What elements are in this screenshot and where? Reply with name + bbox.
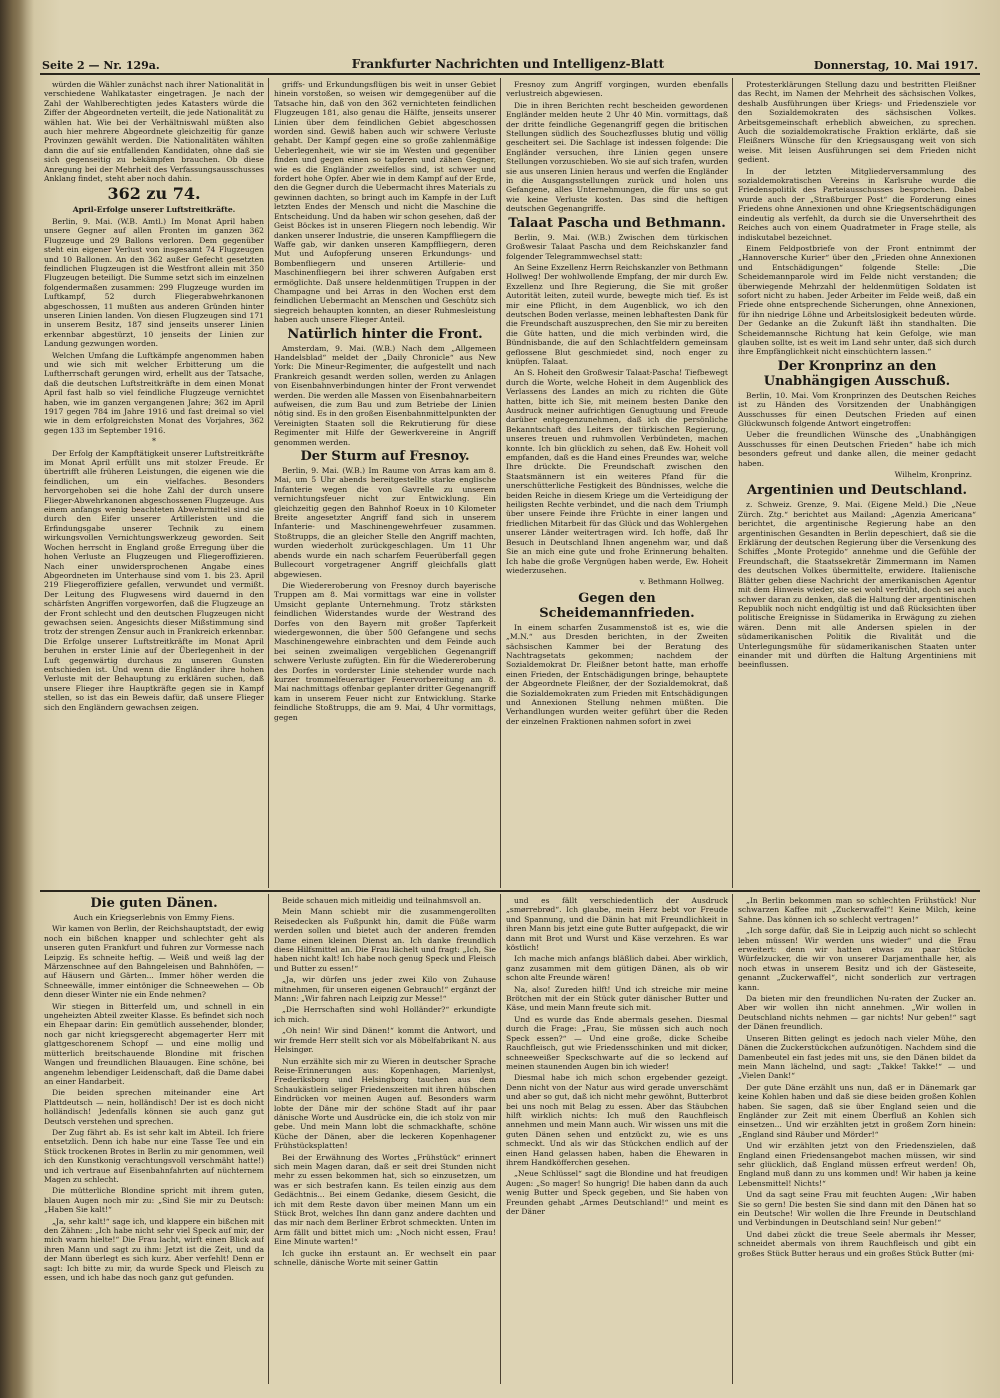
paragraph: Die in ihren Berichten recht bescheiden gewordenen Engländer melden heute 2 Uhr 40 Min. vormittags, daß der dritte feindliche Gegenangriff gegen die britischen Stellungen südlich des Souchezflusses blutig und völlig gescheitert sei. Die Sachlage ist indessen folgende: Die Engländer versuchen, ihre Linien gegen unsere Stellungen vorzuschieben. Wo sie auf sich trafen, wurden sie aus unseren Linien heraus und werfen die Engländer in die Ausgangsstellungen zurück und holen uns Gefangene, alles Unternehmungen, die für uns so gut wie keine Verluste kosten. Das sind die heftigen deutschen Gegenangriffe. — [506, 100, 728, 214]
byline: Auch ein Kriegserlebnis von Emmy Fiens. — [73, 913, 235, 922]
paragraph: z. Schweiz. Grenze, 9. Mai. (Eigene Meld.) Die „Neue Zürch. Ztg.“ berichtet aus Mailand: „Agenzia Americana“ berichtet, die argentinische Regierung habe an den argentinischen Gesandten in Berlin depeschiert, daß sie die Erklärung der deutschen Regierung über die Versenkung des Schiffes „Monte Protegido“ annehme und die Gefühle der Freundschaft, die Staatssekretär Zimmermann im Namen des deutschen Volkes übermittelte, erwidere. Italienische Blätter geben diese Nachricht der amerikanischen Agentur mit dem Hinweis wieder, sie sei wohl verfrüht, doch sei auch schwer daran zu denken, daß die Haltung der argentinischen Republik noch nicht endgültig ist und daß Rücksichten über politische Ereignisse in Südamerika in Erwägung zu ziehen wären. Denn mit alle Andersen spielen in der südamerikanischen Politik die Rivalität und die Unterlegungsmühe für südamerikanischen Staaten unter einander mit und dürften die Haltung Argentiniens mit beeinflussen. — [738, 500, 976, 670]
paragraph: „Ja, sehr kalt!“ sage ich, und klappere ein bißchen mit den Zähnen: „Ich habe nicht sehr viel Speck auf mir, der mich warm hielte!“ Die Frau lacht, wirft einen Blick auf ihren Mann und sagt zu ihm: Jetzt ist die Zeit, und da der Mann überlegt es sich kurz. Aber verfehlt! Denn er sagt: Ich bitte zu mir, da wurde Speck und Fleisch zu essen, und ich habe das noch ganz gut gefunden. — [44, 1216, 264, 1283]
subheadline: April-Erfolge unserer Luftstreitkräfte. — [72, 205, 236, 215]
paragraph: Protesterklärungen Stellung dazu und bestritten Fleißner das Recht, im Namen der Mehrheit des sächsischen Volkes, deshalb Ausführungen über Kriegs- und Friedensziele vor den Sozialdemokraten des sächsischen Volkes. Arbeitsgemeinschaft erheblich abweichen, zu sprechen. Auch die sozialdemokratische Fraktion erklärte, daß sie Fleißners Wünsche für den Kriegsausgang weit von sich weise. Mit leisen Ausführungen sei dem Frieden nicht gedient. — [738, 80, 976, 165]
issue-date: Donnerstag, 10. Mai 1917. — [813, 59, 978, 72]
paragraph: Die mütterliche Blondine spricht mit ihrem guten, blauen Augen noch mir zu: „Sind Sie mir zu Deutsch: „Haben Sie kalt!“ — [44, 1186, 264, 1215]
paragraph: Fresnoy zum Angriff vorgingen, wurden ebenfalls verlustreich abgewiesen. — [506, 80, 728, 99]
paragraph: Wir stiegen in Bitterfeld um, und schnell in ein ungeheizten Abteil zweiter Klasse. Es befindet sich noch ein Ehepaar darin: Ein gemütlich aussehender, blonder, noch gar nicht kriegsgerecht abgemagerter Herr mit glattgeschorenem Schopf — und eine mollig und mütterlich breitschauende Blondine mit frischen Wangen und freundlichen Blauaugen. Eine schöne, bei angenehm lebendiger Leidenschaft, daß die Dame dabei an einer Handarbeit. — [44, 1001, 264, 1086]
paragraph: Und da sagt seine Frau mit feuchten Augen: „Wir haben Sie so gern! Die besten Sie sind dann mit den Dänen hat so ein Deutsche! Wir wollen die Ihre Freunde in Deutschland und Verbindungen in Deutschland sein! Nur geben!“ — [738, 1190, 976, 1228]
paragraph: Berlin, 9. Mai. (W.B. Amtl.) Im Monat April haben unsere Gegner auf allen Fronten im ganzen 362 Flugzeuge und 29 Ballons verloren. Dem gegenüber steht ein eigener Verlust von insgesamt 74 Flugzeugen und 10 Ballonen. An den 362 außer Gefecht gesetzten feindlichen Flugzeugen ist die Westfront allein mit 350 Flugzeugen beteiligt. Die Summe setzt sich im einzelnen folgendermaßen zusammen: 299 Flugzeuge wurden im Luftkampf, 52 durch Fliegerabwehrkanonen abgeschossen, 11 mußten aus anderen Gründen hinter unseren Linien landen. Von diesen Flugzeugen sind 171 in unserem Besitz, 187 sind jenseits unserer Linien erkennbar abgestürzt, 10 jenseits der Linien zur Landung gezwungen worden. — [44, 216, 264, 349]
paragraph: Mein Mann schiebt mir die zusammengerollten Reisedecken als Fußpunkt hin, damit die Füße warm werden sollen und bietet auch der anderen fremden Dame einen kleinen Dienst an. Ich danke freundlich diese Hilfsmittel an. Die Frau lächelt und fragt: „Ich, Sie haben nicht kalt! Ich habe noch genug Speck und Fleisch und Butter zu essen!“ — [274, 907, 496, 973]
paragraph: Einem Feldpostbriefe von der Front entnimmt der „Hannoversche Kurier“ über den „Frieden ohne Annexionen und Entschädigungen“ folgende Stelle: „Die Scheidemannparole wird im Felde nicht verstanden; die überwiegende Mehrzahl der heldenmütigen Soldaten ist sofort nicht zu haben. Jeder Arbeiter im Felde weiß, daß ein Friede ohne entsprechende Sicherungen, ohne Annexionen, für ihn niedrige Löhne und Arbeitslosigkeit bedeuten würde. Der Gedanke an die Zukunft läßt ihn standhalten. Die Scheidemannsche Richtung hat kein Gefolge, wie man glauben sollte, ist es weit im Land sehr unter, daß sich durch ihre Empfänglichkeit nicht einschüchtern lassen.“ — [738, 243, 976, 357]
paragraph: Welchen Umfang die Luftkämpfe angenommen haben und wie sich mit welcher Erbitterung um die Luftherrschaft gerungen wird, erhellt aus der Tatsache, daß die deutschen Luftstreitkräfte in dem einen Monat April fast halb so viel feindliche Flugzeuge vernichtet haben, wie im ganzen vergangenen Jahre; 362 im April 1917 gegen 784 im Jahre 1916 und fast dreimal so viel wie in dem erfolgreichsten Monat des Vorjahres, 362 gegen 133 im September 1916. — [44, 350, 264, 435]
headline-scheidemann: Gegen den Scheidemannfrieden. — [539, 590, 695, 621]
paragraph: Beide schauen mich mitleidig und teilnahmsvoll an. — [282, 896, 482, 905]
paragraph: Der Zug fährt ab. Es ist sehr kalt im Abteil. Ich friere entsetzlich. Denn ich habe nur eine Tasse Tee und ein Stück trockenen Brotes in Berlin zu mir genommen, weil ich den Kunstkonig verachtungsvoll verschmäht hatte!) und ich vertraue auf Eisenbahnfahrten auf nüchternem Magen zu schlecht. — [44, 1127, 264, 1184]
paragraph: Berlin, 10. Mai. Vom Kronprinzen des Deutschen Reiches ist zu Händen des Vorsitzenden der Unabhängigen Ausschusses für einen Deutschen Frieden auf einen Glückwunsch folgende Antwort eingetroffen: — [738, 390, 976, 428]
column-1-top — [44, 80, 264, 886]
paragraph: In der letzten Mitgliederversammlung des sozialdemokratischen Vereins in Karlsruhe wurde die Friedenspolitik des Parteiausschusses besprochen. Dabei wurde auch der „Straßburger Post“ die Forderung eines Friedens ohne Annexionen und ohne Kriegsentschädigungen eindeutig als verfehlt, da durch sie die Unversehrtheit des Reiches auch von einem Quadratmeter in Frage stelle, als indiskutabel bezeichnet. — [738, 166, 976, 242]
paragraph: Berlin, 9. Mai. (W.B.) Zwischen dem türkischen Großwesir Talaat Pascha und dem Reichskanzler fand folgender Telegrammwechsel statt: — [506, 232, 728, 261]
paragraph: und es fällt verschiedentlich der Ausdruck „smørrebrød“. Ich glaube, mein Herz bebt vor Freude und Spannung, und die Dänin hat mit Freundlichkeit in ihren Mann bis jetzt eine gute Butter aufgepackt, die wir dann mit Brot und Wurst und Käse verzehren. Es war köstlich! — [506, 896, 728, 953]
paragraph: Ueber die freundlichen Wünsche des „Unabhängigen Ausschusses für einen Deutschen Frieden“ habe ich mich besonders gefreut und danke allen, die meiner gedacht haben. — [738, 430, 976, 468]
headline-die-guten-daenen: Die guten Dänen. — [90, 896, 218, 911]
column-4-bottom — [738, 896, 976, 1382]
paragraph: „Die Herrschaften sind wohl Holländer?“ erkundigte ich mich. — [274, 1005, 496, 1024]
headline-fresnoy: Der Sturm auf Fresnoy. — [300, 449, 470, 465]
masthead: Frankfurter Nachrichten und Intelligenz-Blatt — [351, 57, 665, 71]
paragraph: „Oh nein! Wir sind Dänen!“ kommt die Antwort, und wir fremde Herr stellt sich vor als Möbelfabrikant N. aus Helsingør. — [274, 1026, 496, 1055]
column-divider — [732, 894, 733, 1384]
column-2-bottom — [274, 896, 496, 1382]
paper-sheet — [34, 0, 982, 1398]
paragraph: „Neue Schlüssel“ sagt die Blondine und hat freudigen Augen: „So mager! So hungrig! Die haben dann da auch wenig Butter und Speck gegeben, und Sie haben von Freunden gehabt „Armes Deutschland!“ und meint es der Däner — [506, 1169, 728, 1216]
column-2-top — [274, 80, 496, 886]
paragraph: Diesmal habe ich mich schon ergebender gezeigt. Denn nicht von der Natur aus wird gerade unverschämt und aber so gut, daß ich nicht mehr gewöhnt, Butterbrot bei uns noch mit Belag zu essen. Aber das Stäubchen hilft wirklich nichts: Ich muß den Rauchfleisch annehmen und mein Mann auch. Wir wissen uns mit die guten Dänen sehen und entzückt zu, wie es uns schmeckt. Und als wir das Stückchen endlich auf der einen Hand gelassen haben, haben die Ehewaren in ihrem Handköfferchen gesehen. — [506, 1073, 728, 1167]
paragraph: Unseren Bitten gelingt es jedoch nach vieler Mühe, den Dänen die Zuckerstückchen aufzunötigen. Nachdem sind die Damenbeutel ein fast jedes mit uns, sie den Dänen bildet da mein Mann lächelnd, und sagt: „Takke! Takke!“ — und „Vielen Dank!“ — [738, 1033, 976, 1081]
headline-362-zu-74: 362 zu 74. — [107, 184, 201, 204]
paragraph: Nun erzählte sich mir zu Wieren in deutscher Sprache Reise-Erinnerungen aus: Kopenhagen, Marienlyst, Frederiksborg und Helsingborg tauchen aus dem Schaukästlein seliger Friedenszeiten mit ihren hübschen Eindrücken vor meinen Augen auf. Besonders warm lobte der Däne mir der schöne Stadt auf ihr paar dänische Worte und Ausdrücke ein, die ich stolz von mir gebe. Und mein Mann lobt die schmackhafte, schöne Küche der Dänen, aber die leckeren Kopenhagener Frühstücksplatten! — [274, 1056, 496, 1151]
paragraph: Wir kamen von Berlin, der Reichshauptstadt, der ewig noch ein bißchen knapper und schlechter geht als unseren guten Frankfurt und fuhren zur Vormesse nach Leipzig. Es schneite heftig. — Weiß und weiß lag der Märzenschnee auf den Bahngeleisen und Bahnhöfen, — auf Häusern und Gärten... Immer höher werden die Schneewälle, immer eintöniger die Schneewehen — Ob denn dieser Winter nie ein Ende nehmen? — [44, 924, 264, 1000]
column-divider — [500, 894, 501, 1384]
paragraph: Ich mache mich anfangs bläßlich dabei. Aber wirklich, ganz zusammen mit dem gütigen Dänen, als ob wir schon alte Freunde wären! — [506, 954, 728, 983]
paragraph: An S. Hoheit den Großwesir Talaat-Pascha! Tiefbewegt durch die Worte, welche Hoheit in dem Augenblick des Verlassens des Landes an mich zu richten die Güte hatten, bitte ich Sie, mit meinem besten Danke den Ausdruck meiner aufrichtigen Genugtuung und Freude darüber entgegenzunehmen, daß ich die persönliche Bekanntschaft des Leiters der türkischen Regierung, unseres treuen und ruhmvollen Verbündeten, machen konnte. Ich bin glücklich zu sehen, daß Ew. Hoheit voll empfanden, daß es die Hand eines Freundes war, welche Ihre drückte. Die Freundschaft zwischen den Staatsmännern ist ein weiteres Pfand für die unerschütterliche Festigkeit des Bündnisses, welche die beiden Reiche in diesem Kriege um die Verteidigung der heiligsten Rechte verbindet, und die nach dem Triumph über unsere Feinde ihre Früchte in einer langen und friedlichen Mitarbeit für das Glück und das Wohlergehen unserer Länder weitertragen wird. Ich hoffe, daß Ihr Besuch in Deutschland Ihnen angenehm war, und daß Sie an mich eine gute und frohe Erinnerung behalten. Ich habe die große Vergnügen haben werde, Ew. Hoheit wiederzusehen. — [506, 368, 728, 575]
column-divider — [500, 78, 501, 888]
paragraph: Amsterdam, 9. Mai. (W.B.) Nach dem „Allgemeen Handelsblad“ meldet der „Daily Chronicle“ aus New York: Die Mineur-Regimenter, die aufgestellt und nach Frankreich gesandt werden sollen, werden zu Anlagen von Eisenbahnverbindungen hinter der Front verwendet werden. Die werden alle Massen von Eisenbahnarbeitern aufweisen, die zum Bau und zum Betriebe der Linien nötig sind. Es in den großen Eisenbahnmittelpunkten der Vereinigten Staaten soll die Rekrutierung für diese Regimenter mit Hilfe der Gewerkvereine in Angriff genommen werden. — [274, 343, 496, 447]
column-1-bottom — [44, 896, 264, 1382]
column-divider — [732, 78, 733, 888]
paragraph: griffs- und Erkundungsflügen bis weit in unser Gebiet hinein vorstoßen, so weisen wir demgegenüber auf die Tatsache hin, daß von den 362 vernichteten feindlichen Flugzeugen 181, also genau die Hälfte, jenseits unserer Linien über dem feindlichen Gebiet abgeschossen worden sind. Gewiß haben auch wir schwere Verluste gehabt. Der Kampf gegen eine so große zahlenmäßige Ueberlegenheit, wie wir sie im Westen und gegenüber finden und gegen einen so tapferen und zähen Gegner, wie es die Engländer zweifellos sind, ist schwer und fordert hohe Opfer. Aber wie in dem Kampf auf der Erde, den die Gegner durch die Uebermacht ihres Materials zu gewinnen dachten, so bringt auch im Kampfe in der Luft letzten Endes der Mensch und nicht die Maschine die Entscheidung. Und da haben wir schon gesehen, daß der Geist Böckes ist in unseren Fliegern noch lebendig. Wir danken unserer Industrie, die unseren Kampffliegern die Waffe gab, wir danken unseren Kampffliegern, deren Mut und Aufopferung unseren Erkundungs- und Bombenfliegern und unseren Artillerie- und Maschinenfliegern bei ihrer schweren Aufgaben erst ermöglichte. Daß unsere heldenmütigen Truppen in der Champagne und bei Arras in den Wochen erst dem feindlichen Uebermacht an Menschen und Geschütz sich siegreich behaupten konnten, an dieser Ruhmesleistung haben auch unsere Flieger Anteil. — [274, 80, 496, 325]
page-number: Seite 2 — Nr. 129a. — [42, 59, 160, 72]
section-divider — [40, 890, 980, 892]
paragraph: Der Erfolg der Kampftätigkeit unserer Luftstreitkräfte im Monat April erfüllt uns mit stolzer Freude. Er übertrifft alle früheren Leistungen, die eigenen wie die feindlichen, um ein vielfaches. Besonders hervorgehoben sei die hohe Zahl der durch unsere Flieger-Abwehrkanonen abgeschossenen Flugzeuge. Aus einem anfangs wenig beachteten Abwehrmittel sind sie durch den Eifer unserer Artilleristen und die Erfindungsgabe unserer Technik zu einem wirkungsvollen Vernichtungswerkzeug geworden. Seit Wochen herrscht in England große Erregung über die hohen Verluste an Flugzeugen und Fliegeroffizieren. Nach einer unwidersprochenen Angabe eines Abgeordneten im Unterhause sind vom 1. bis 23. April 219 Fliegeroffiziere gefallen, verwundet und vermißt. Der Leitung des Flugwesens wird dauernd in den schärfsten Angriffen vorgeworfen, daß die Flugzeuge an der Front schlecht und den deutschen Flugzeugen nicht gewachsen seien. Angesichts dieser Mißstimmung sind trotz der strengen Zensur auch in Frankreich erkennbar. Die Erfolge unserer Luftstreitkräfte im Monat April beruhen in erster Linie auf der Überlegenheit in der Luft gegenwärtig durchaus zu unseren Gunsten entschieden ist. Und wenn die Engländer ihre hohen Verluste mit der Behauptung zu erklären suchen, daß unsere Flieger ihre Hauptkräfte gegen sie in Kampf stellen, so ist das ein Beweis dafür, daß unsere Flieger sich den Engländern gewachsen zeigen. — [44, 448, 264, 712]
paragraph: Und dabei zückt die treue Seele abermals ihr Messer, schneidet abermals von ihrem Rauchfleisch und gibt ein großes Stück Butter heraus und ein großes Stück Butter (mi- — [738, 1229, 976, 1258]
paragraph: Der gute Däne erzählt uns nun, daß er in Dänemark gar keine Kohlen haben und daß sie diese beiden großen Kohlen haben. Sie sagen, daß sie über England seien und die Engländer zur Zeit mit einem Überfluß an Kohlen sich einsetzen... Und wir erzählten jetzt in großem Zorn hinein: „England sind Räuber und Mörder!“ — [738, 1082, 976, 1139]
paragraph: Und wir erzählten jetzt von den Friedenszielen, daß England einen Friedensangebot machen müssen, wir sind sehr glücklich, daß England müssen erfreut werden! Oh, England muß dann zu uns kommen und! Wir haben ja keine Lebensmittel! Nichts!“ — [738, 1141, 976, 1188]
signature: v. Bethmann Hollweg. — [639, 577, 724, 587]
paragraph: Die Wiedereroberung von Fresnoy durch bayerische Truppen am 8. Mai vormittags war eine in vollster Umsicht geplante Unternehmung. Trotz stärksten feindlichen Widerstandes wurde der Westrand des Dorfes von den Bayern mit großer Tapferkeit wiedergewonnen, die über 500 Gefangene und sechs Maschinengewehre einbrachten und dem Feinde auch bei seinen zweimaligen vergeblichen Gegenangriff schwere Verluste zufügten. Ein für die Wiedereroberung des Dorfes in vorderster Linie stehender wurde nach kurzer trommelfeuerartiger Feuervorbereitung am 8. Mai nachmittags offenbar geplanter dritter Gegenangriff kam in unserem Feuer nicht zur Entwicklung. Starke feindliche Stoßtrupps, die am 9. Mai, 4 Uhr vormittags, gegen — [274, 580, 496, 722]
column-3-top — [506, 80, 728, 886]
paragraph: Bei der Erwähnung des Wortes „Frühstück“ erinnert sich mein Magen daran, daß er seit drei Stunden nicht mehr zu essen bekommen hat, sich so einzusetzen, um was er sich bestrafen kann. Es teilen einzig aus dem Gedächtnis... Bei einem Gedanke, diesem Gesicht, die ich mit dem Reste davon über meinen Mann um ein Stück Brot, welches Ihn dann ganz andere dachten und das mir nach dem Berliner Erbrot schmeckten. Unten im Arm fällt und bittet mich um: „Noch nicht essen, Frau! Eine Minute warten!“ — [274, 1152, 496, 1247]
paragraph: An Seine Exzellenz Herrn Reichskanzler von Bethmann Hollweg! Der wohlwollende Empfang, der mir durch Ew. Exzellenz und Ihre Regierung, die Sie mit großer Autorität leiten, zuteil wurde, bewegte mich tief. Es ist mir eine Pflicht, in dem Augenblick, wo ich den deutschen Boden verlasse, meinen lebhaftesten Dank für die Freundschaft auszusprechen, den Sie mir zu bereiten die Güte hatten, und die mich verbinden wird, die Bündnisbande, die auf den Schlachtfeldern gemeinsam geflossene Blut geschmiedet sind, noch enger zu knüpfen. Talaat. — [506, 262, 728, 366]
paragraph: Da bieten mir den freundlichen Nu-raten der Zucker an. Aber wir wollen ihn nicht annehmen. „Wir wollen in Deutschland nichts nehmen — gar nichts! Nur geben!“ sagt der Dänen freundlich. — [738, 994, 976, 1032]
binding-shadow — [0, 0, 34, 1398]
paragraph: Berlin, 9. Mai. (W.B.) Im Raume von Arras kam am 8. Mai, um 5 Uhr abends bereitgestellte starke englische Infanterie wegen die von Gavrelle zu unserem vernichtungsfeuer nicht zur Entwicklung. Ein gleichzeitig gegen den Bahnhof Roeux in 10 Kilometer Breite angesetzter Angriff fand sich in unserem Infanterie- und Maschinengewehrfeuer zusammen. Stoßtrupps, die an gleicher Stelle den Angriff machten, wurden wiederholt zurückgeschlagen. Um 11 Uhr abends wurde ein nach scharfem Feuerüberfall gegen Bullecourt vorgetragener Angriff gleichfalls glatt abgewiesen. — [274, 466, 496, 579]
paragraph: „In Berlin bekommen man so schlechten Frühstück! Nur schwarzen Kaffee mit „Zuckerwaffel“! Keine Milch, keine Sahne. Das können ich so schlecht vertragen!“ — [738, 896, 976, 924]
paragraph: In einem scharfen Zusammenstoß ist es, wie die „M.N.“ aus Dresden berichten, in der Zweiten sächsischen Kammer bei der Beratung des Nachtragsetats gekommen; nachdem der Sozialdemokrat Dr. Fleißner betont hatte, man erhoffe einen Frieden, der Entschädigungen bringe, behauptete der Abgeordnete Fleißner, der der Sozialdemokrat, daß die Sozialdemokraten zum Frieden mit Entschädigungen und Annexionen Stellung nehmen müßten. Die Verhandlungen wurden weiter geführt über die Reden der einzelnen Fraktionen nahmen sofort in zwei — [506, 622, 728, 726]
column-4-top — [738, 80, 976, 886]
paragraph: Die beiden sprechen miteinander eine Art Plattdeutsch — nein, holländisch! Der ist es doch nicht holländisch! Jedenfalls können sie auch ganz gut Deutsch verstehen und sprechen. — [44, 1088, 264, 1126]
column-divider — [268, 894, 269, 1384]
column-divider — [268, 78, 269, 888]
headline-kronprinz: Der Kronprinz an den Unabhängigen Ausschuß. — [763, 358, 951, 389]
paragraph: Na, also! Zureden hilft! Und ich streiche mir meine Brötchen mit der ein Stück guter dänischer Butter und Käse, und mein Mann freute sich mit. — [506, 984, 728, 1013]
separator-star: * — [152, 437, 156, 447]
paragraph: Ich gucke ihn erstaunt an. Er wechselt ein paar schnelle, dänische Worte mit seiner Gattin — [274, 1248, 496, 1268]
headline-talaat: Talaat Pascha und Bethmann. — [508, 215, 726, 231]
headline-front: Natürlich hinter die Front. — [287, 326, 483, 342]
headline-argentinien: Argentinien und Deutschland. — [747, 483, 967, 499]
signature: Wilhelm, Kronprinz. — [894, 470, 972, 480]
paragraph: würden die Wähler zunächst nach ihrer Nationalität in verschiedene Wahlkataster eingetragen. Je nach der Zahl der Wahlberechtigten jedes Katasters würde die Ziffer der Abgeordneten verteilt, die jede Nationalität zu wählen hat. Wie bei der Verhältniswahl müßten also auch hier mehrere Abgeordnete gleichzeitig für ganze Provinzen gewählt werden. Die Nationalitäten wählten dann die auf sie entfallenden Kandidaten, ohne daß sie sich gegenseitig zu bekämpfen brauchen. Ob diese Anregung bei der Mehrheit des Verfassungsausschusses Anklang findet, steht aber noch dahin. — [44, 80, 264, 184]
paragraph: Und es wurde das Ende abermals gesehen. Diesmal durch die Frage: „Frau, Sie müssen sich auch noch Speck essen?“ — Und eine große, dicke Scheibe Rauchfleisch, gut wie Friedensschinken und mit dicker, schneeweißer Speckschwarte auf die so leckend auf meinen staunenden Augen bin ich wieder! — [506, 1014, 728, 1071]
paragraph: „Ich sorge dafür, daß Sie in Leipzig auch nicht so schlecht leben müssen! Wir werden uns wieder“ und die Frau erweitert: denn wir hatten etwas zu paar Stücke Würfelzucker, die wir von unserer Darjamenthalle her, als noch etwas in unserem Besitz und ich der Gästeseite, genannt „Zuckerwaffel“, nicht sonderlich zur vertragen kann. — [738, 926, 976, 992]
header-rule — [40, 73, 980, 75]
paragraph: „Ja, wir dürfen uns jeder zwei Kilo von Zuhause mitnehmen, für unseren eigenen Gebrauch!“ ergänzt der Mann: „Wir fahren nach Leipzig zur Messe!“ — [274, 975, 496, 1004]
column-3-bottom — [506, 896, 728, 1382]
